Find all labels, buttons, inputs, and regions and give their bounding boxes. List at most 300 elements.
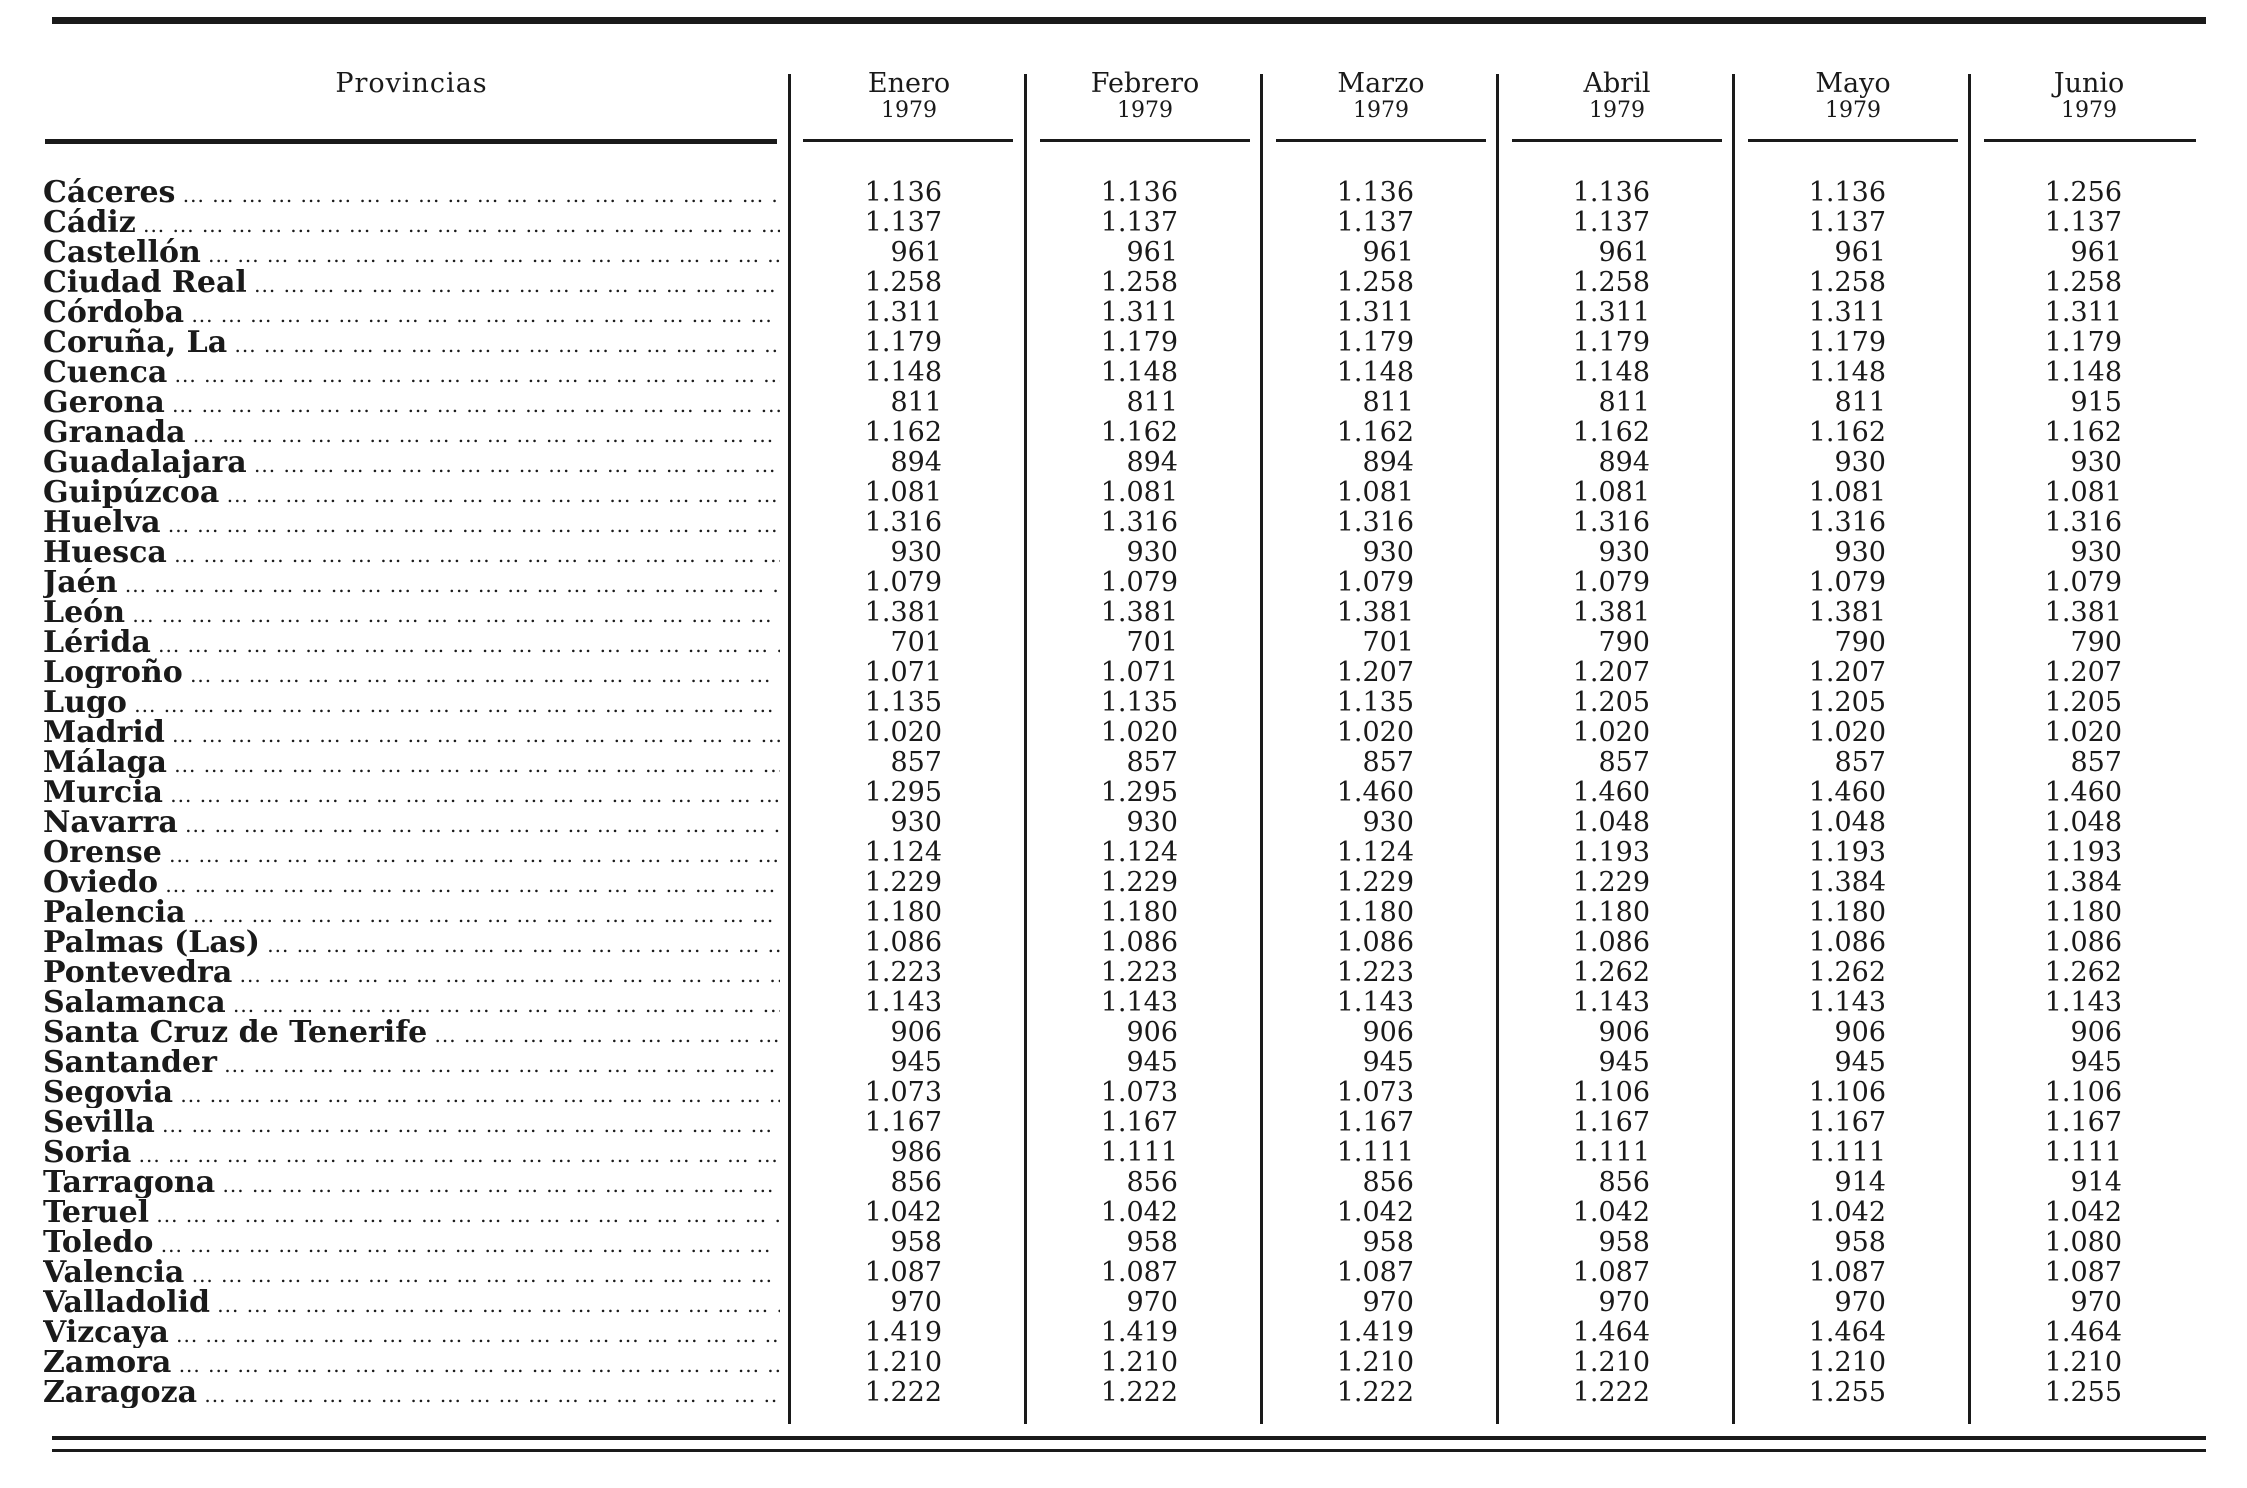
table-row [0, 1258, 2247, 1288]
value-cell: 1.148 [1100, 357, 1178, 388]
value-cell: 945 [1362, 1047, 1414, 1078]
value-cell: 1.258 [864, 267, 942, 298]
table-row [0, 568, 2247, 598]
value-cell: 1.210 [1100, 1347, 1178, 1378]
value-cell: 1.180 [1336, 897, 1414, 928]
value-cell: 906 [1362, 1017, 1414, 1048]
value-cell: 1.258 [1336, 267, 1414, 298]
value-cell: 1.162 [1808, 417, 1886, 448]
table-row [0, 988, 2247, 1018]
table-row [0, 958, 2247, 988]
value-cell: 1.229 [1572, 867, 1650, 898]
province-name: Navarra ... . [43, 808, 780, 838]
value-cell: 1.381 [2044, 597, 2122, 628]
value-cell: 1.205 [2044, 687, 2122, 718]
header-provinces-label: Provincias [335, 68, 488, 99]
value-cell: 1.135 [1100, 687, 1178, 718]
value-cell: 958 [890, 1227, 942, 1258]
table-row [0, 1048, 2247, 1078]
province-name: Málaga ... . [43, 748, 780, 778]
year-label: 1979 [1353, 98, 1409, 123]
value-cell: 1.419 [1100, 1317, 1178, 1348]
header-month-5 [1744, 70, 1962, 122]
month-label: Junio [2053, 68, 2125, 99]
province-name: Pontevedra ... . [43, 958, 780, 988]
province-name: Segovia ... . [43, 1078, 780, 1108]
value-cell: 1.207 [1572, 657, 1650, 688]
header-month-2 [1036, 70, 1254, 122]
value-cell: 1.111 [2044, 1137, 2122, 1168]
value-cell: 1.111 [1808, 1137, 1886, 1168]
value-cell: 1.148 [1808, 357, 1886, 388]
value-cell: 701 [1362, 627, 1414, 658]
table-row [0, 1018, 2247, 1048]
value-cell: 1.262 [1572, 957, 1650, 988]
value-cell: 1.087 [2044, 1257, 2122, 1288]
value-cell: 1.137 [864, 207, 942, 238]
table-body [0, 178, 2247, 1408]
value-cell: 958 [1598, 1227, 1650, 1258]
value-cell: 1.079 [1808, 567, 1886, 598]
value-cell: 1.137 [1100, 207, 1178, 238]
value-cell: 1.316 [1572, 507, 1650, 538]
value-cell: 1.020 [864, 717, 942, 748]
value-cell: 1.222 [1572, 1377, 1650, 1408]
value-cell: 1.081 [1336, 477, 1414, 508]
month-label: Marzo [1337, 68, 1425, 99]
value-cell: 1.223 [1336, 957, 1414, 988]
table-row [0, 1348, 2247, 1378]
value-cell: 1.295 [1100, 777, 1178, 808]
header-underline-month-2 [1040, 139, 1250, 142]
value-cell: 1.042 [1100, 1197, 1178, 1228]
value-cell: 1.381 [1336, 597, 1414, 628]
value-cell: 1.210 [864, 1347, 942, 1378]
value-cell: 1.316 [1808, 507, 1886, 538]
value-cell: 856 [890, 1167, 942, 1198]
value-cell: 1.167 [1572, 1107, 1650, 1138]
value-cell: 930 [2070, 447, 2122, 478]
province-name: Santander ... . [43, 1048, 780, 1078]
value-cell: 701 [890, 627, 942, 658]
value-cell: 1.020 [1100, 717, 1178, 748]
value-cell: 1.210 [1336, 1347, 1414, 1378]
value-cell: 1.258 [1572, 267, 1650, 298]
header-underline-month-4 [1512, 139, 1722, 142]
value-cell: 1.020 [1808, 717, 1886, 748]
province-name: Córdoba ... . [43, 298, 780, 328]
table-row [0, 718, 2247, 748]
province-name: Teruel ... . [43, 1198, 780, 1228]
value-cell: 1.464 [1808, 1317, 1886, 1348]
table-row [0, 808, 2247, 838]
value-cell: 1.207 [2044, 657, 2122, 688]
value-cell: 1.162 [1100, 417, 1178, 448]
value-cell: 1.180 [1572, 897, 1650, 928]
year-label: 1979 [2061, 98, 2117, 123]
value-cell: 1.042 [1572, 1197, 1650, 1228]
value-cell: 1.137 [1336, 207, 1414, 238]
value-cell: 945 [1598, 1047, 1650, 1078]
value-cell: 856 [1598, 1167, 1650, 1198]
table-row [0, 358, 2247, 388]
value-cell: 970 [2070, 1287, 2122, 1318]
value-cell: 1.079 [1100, 567, 1178, 598]
table-row [0, 1168, 2247, 1198]
value-cell: 1.020 [2044, 717, 2122, 748]
value-cell: 930 [1362, 807, 1414, 838]
value-cell: 1.073 [1100, 1077, 1178, 1108]
value-cell: 1.042 [864, 1197, 942, 1228]
value-cell: 930 [1834, 447, 1886, 478]
value-cell: 1.255 [2044, 1377, 2122, 1408]
value-cell: 857 [1126, 747, 1178, 778]
value-cell: 1.048 [1808, 807, 1886, 838]
value-cell: 1.179 [1336, 327, 1414, 358]
table-row [0, 688, 2247, 718]
value-cell: 945 [2070, 1047, 2122, 1078]
value-cell: 1.316 [2044, 507, 2122, 538]
value-cell: 1.316 [864, 507, 942, 538]
value-cell: 906 [1598, 1017, 1650, 1048]
value-cell: 1.081 [1100, 477, 1178, 508]
value-cell: 857 [1362, 747, 1414, 778]
value-cell: 970 [1598, 1287, 1650, 1318]
value-cell: 1.073 [864, 1077, 942, 1108]
value-cell: 1.464 [2044, 1317, 2122, 1348]
value-cell: 1.081 [864, 477, 942, 508]
value-cell: 1.071 [864, 657, 942, 688]
value-cell: 701 [1126, 627, 1178, 658]
value-cell: 1.311 [1572, 297, 1650, 328]
value-cell: 894 [1362, 447, 1414, 478]
province-name: Guadalajara ... . [43, 448, 780, 478]
province-name: Sevilla ... . [43, 1108, 780, 1138]
value-cell: 1.262 [1808, 957, 1886, 988]
province-name: Granada ... . [43, 418, 780, 448]
value-cell: 894 [890, 447, 942, 478]
value-cell: 915 [2070, 387, 2122, 418]
value-cell: 1.210 [1572, 1347, 1650, 1378]
value-cell: 914 [1834, 1167, 1886, 1198]
value-cell: 1.381 [1100, 597, 1178, 628]
table-row [0, 538, 2247, 568]
value-cell: 1.419 [1336, 1317, 1414, 1348]
value-cell: 1.143 [1808, 987, 1886, 1018]
value-cell: 958 [1362, 1227, 1414, 1258]
value-cell: 1.229 [864, 867, 942, 898]
header-underline-provinces [45, 139, 777, 144]
value-cell: 1.087 [864, 1257, 942, 1288]
value-cell: 1.222 [1100, 1377, 1178, 1408]
header-month-3 [1272, 70, 1490, 122]
header-provinces [43, 70, 780, 97]
province-name: León ... . [43, 598, 780, 628]
value-cell: 1.135 [864, 687, 942, 718]
province-name: Valencia ... . [43, 1258, 780, 1288]
province-name: Murcia ... . [43, 778, 780, 808]
province-name: Zamora ... . [43, 1348, 780, 1378]
value-cell: 970 [1126, 1287, 1178, 1318]
value-cell: 857 [1834, 747, 1886, 778]
value-cell: 1.136 [864, 177, 942, 208]
value-cell: 1.087 [1808, 1257, 1886, 1288]
value-cell: 1.207 [1808, 657, 1886, 688]
table-row [0, 478, 2247, 508]
value-cell: 1.384 [2044, 867, 2122, 898]
value-cell: 1.311 [864, 297, 942, 328]
value-cell: 1.180 [2044, 897, 2122, 928]
value-cell: 1.086 [864, 927, 942, 958]
value-cell: 1.167 [1336, 1107, 1414, 1138]
value-cell: 961 [1126, 237, 1178, 268]
province-name: Salamanca ... . [43, 988, 780, 1018]
province-name: Cuenca ... . [43, 358, 780, 388]
value-cell: 1.081 [1572, 477, 1650, 508]
province-name: Coruña, La ... . [43, 328, 780, 358]
value-cell: 1.148 [2044, 357, 2122, 388]
table-row [0, 1228, 2247, 1258]
bottom-rule-upper [52, 1436, 2206, 1440]
value-cell: 1.381 [1808, 597, 1886, 628]
value-cell: 1.124 [1100, 837, 1178, 868]
header-month-4 [1508, 70, 1726, 122]
value-cell: 1.136 [1100, 177, 1178, 208]
value-cell: 930 [1126, 807, 1178, 838]
value-cell: 1.048 [1572, 807, 1650, 838]
value-cell: 914 [2070, 1167, 2122, 1198]
value-cell: 961 [1834, 237, 1886, 268]
table-row [0, 598, 2247, 628]
province-name: Orense ... . [43, 838, 780, 868]
bottom-rule-lower [52, 1449, 2206, 1452]
value-cell: 1.205 [1572, 687, 1650, 718]
province-name: Madrid ... . [43, 718, 780, 748]
value-cell: 945 [890, 1047, 942, 1078]
table-row [0, 868, 2247, 898]
value-cell: 1.020 [1336, 717, 1414, 748]
value-cell: 894 [1598, 447, 1650, 478]
value-cell: 811 [1834, 387, 1886, 418]
value-cell: 1.258 [1100, 267, 1178, 298]
value-cell: 1.460 [1336, 777, 1414, 808]
province-name: Vizcaya ... . [43, 1318, 780, 1348]
value-cell: 1.087 [1100, 1257, 1178, 1288]
value-cell: 1.311 [1100, 297, 1178, 328]
value-cell: 857 [1598, 747, 1650, 778]
header-month-1 [800, 70, 1018, 122]
value-cell: 1.143 [2044, 987, 2122, 1018]
value-cell: 1.223 [1100, 957, 1178, 988]
value-cell: 856 [1362, 1167, 1414, 1198]
value-cell: 958 [1126, 1227, 1178, 1258]
province-name: Soria ... . [43, 1138, 780, 1168]
value-cell: 930 [1126, 537, 1178, 568]
value-cell: 894 [1126, 447, 1178, 478]
value-cell: 1.087 [1572, 1257, 1650, 1288]
year-label: 1979 [1825, 98, 1881, 123]
value-cell: 790 [1598, 627, 1650, 658]
header-underline-month-1 [803, 139, 1013, 142]
value-cell: 811 [1126, 387, 1178, 418]
value-cell: 1.193 [1808, 837, 1886, 868]
table-row [0, 238, 2247, 268]
table-row [0, 928, 2247, 958]
province-name: Oviedo ... . [43, 868, 780, 898]
value-cell: 1.222 [1336, 1377, 1414, 1408]
value-cell: 1.111 [1336, 1137, 1414, 1168]
value-cell: 1.210 [2044, 1347, 2122, 1378]
value-cell: 1.205 [1808, 687, 1886, 718]
table-row [0, 1078, 2247, 1108]
value-cell: 1.162 [864, 417, 942, 448]
value-cell: 1.079 [1336, 567, 1414, 598]
value-cell: 1.143 [1572, 987, 1650, 1018]
year-label: 1979 [881, 98, 937, 123]
value-cell: 1.179 [1100, 327, 1178, 358]
value-cell: 1.079 [1572, 567, 1650, 598]
value-cell: 930 [1362, 537, 1414, 568]
value-cell: 970 [1834, 1287, 1886, 1318]
province-name: Toledo ... . [43, 1228, 780, 1258]
value-cell: 970 [890, 1287, 942, 1318]
value-cell: 1.086 [1336, 927, 1414, 958]
value-cell: 1.143 [864, 987, 942, 1018]
value-cell: 857 [2070, 747, 2122, 778]
value-cell: 1.193 [1572, 837, 1650, 868]
table-row [0, 328, 2247, 358]
value-cell: 1.207 [1336, 657, 1414, 688]
value-cell: 930 [2070, 537, 2122, 568]
month-label: Abril [1583, 68, 1651, 99]
value-cell: 1.162 [2044, 417, 2122, 448]
value-cell: 1.148 [1336, 357, 1414, 388]
value-cell: 1.223 [864, 957, 942, 988]
header-underline-month-5 [1748, 139, 1958, 142]
value-cell: 1.255 [1808, 1377, 1886, 1408]
value-cell: 1.311 [1808, 297, 1886, 328]
value-cell: 1.179 [1808, 327, 1886, 358]
value-cell: 1.124 [864, 837, 942, 868]
province-name: Lugo ... . [43, 688, 780, 718]
value-cell: 906 [890, 1017, 942, 1048]
value-cell: 1.180 [1100, 897, 1178, 928]
value-cell: 1.081 [1808, 477, 1886, 508]
province-name: Tarragona ... . [43, 1168, 780, 1198]
value-cell: 1.148 [864, 357, 942, 388]
month-label: Mayo [1815, 68, 1891, 99]
value-cell: 1.137 [2044, 207, 2122, 238]
value-cell: 1.222 [864, 1377, 942, 1408]
value-cell: 1.229 [1336, 867, 1414, 898]
value-cell: 945 [1126, 1047, 1178, 1078]
value-cell: 1.086 [1572, 927, 1650, 958]
table-row [0, 628, 2247, 658]
value-cell: 1.162 [1572, 417, 1650, 448]
table-row [0, 898, 2247, 928]
value-cell: 1.262 [2044, 957, 2122, 988]
province-name: Cádiz ... . [43, 208, 780, 238]
value-cell: 1.048 [2044, 807, 2122, 838]
province-name: Huelva ... . [43, 508, 780, 538]
value-cell: 790 [2070, 627, 2122, 658]
province-name: Huesca ... . [43, 538, 780, 568]
value-cell: 856 [1126, 1167, 1178, 1198]
value-cell: 1.071 [1100, 657, 1178, 688]
value-cell: 1.106 [1572, 1077, 1650, 1108]
value-cell: 961 [890, 237, 942, 268]
value-cell: 1.111 [1100, 1137, 1178, 1168]
value-cell: 1.384 [1808, 867, 1886, 898]
value-cell: 961 [2070, 237, 2122, 268]
value-cell: 986 [890, 1137, 942, 1168]
table-row [0, 1288, 2247, 1318]
province-name: Castellón ... . [43, 238, 780, 268]
province-name: Cáceres ... . [43, 178, 780, 208]
province-name: Valladolid ... . [43, 1288, 780, 1318]
province-name: Santa Cruz de Tenerife ... . [43, 1018, 780, 1048]
province-name: Palencia ... . [43, 898, 780, 928]
value-cell: 930 [890, 537, 942, 568]
value-cell: 811 [1362, 387, 1414, 418]
year-label: 1979 [1117, 98, 1173, 123]
value-cell: 1.167 [2044, 1107, 2122, 1138]
value-cell: 1.081 [2044, 477, 2122, 508]
table-row [0, 1318, 2247, 1348]
table-row [0, 508, 2247, 538]
table-row [0, 208, 2247, 238]
table-row [0, 1378, 2247, 1408]
value-cell: 1.137 [1808, 207, 1886, 238]
value-cell: 1.137 [1572, 207, 1650, 238]
value-cell: 1.042 [1808, 1197, 1886, 1228]
table-row [0, 658, 2247, 688]
value-cell: 1.210 [1808, 1347, 1886, 1378]
value-cell: 1.087 [1336, 1257, 1414, 1288]
month-label: Enero [867, 68, 951, 99]
value-cell: 1.464 [1572, 1317, 1650, 1348]
value-cell: 811 [1598, 387, 1650, 418]
value-cell: 1.193 [2044, 837, 2122, 868]
value-cell: 1.311 [2044, 297, 2122, 328]
value-cell: 1.167 [864, 1107, 942, 1138]
value-cell: 1.106 [1808, 1077, 1886, 1108]
table-row [0, 1108, 2247, 1138]
value-cell: 906 [1126, 1017, 1178, 1048]
value-cell: 1.256 [2044, 177, 2122, 208]
value-cell: 1.179 [864, 327, 942, 358]
value-cell: 1.111 [1572, 1137, 1650, 1168]
value-cell: 1.136 [1336, 177, 1414, 208]
value-cell: 1.079 [2044, 567, 2122, 598]
table-row [0, 178, 2247, 208]
value-cell: 1.460 [1572, 777, 1650, 808]
value-cell: 1.180 [1808, 897, 1886, 928]
value-cell: 1.135 [1336, 687, 1414, 718]
value-cell: 1.258 [1808, 267, 1886, 298]
value-cell: 811 [890, 387, 942, 418]
value-cell: 1.229 [1100, 867, 1178, 898]
table-row [0, 1198, 2247, 1228]
value-cell: 1.167 [1808, 1107, 1886, 1138]
value-cell: 961 [1598, 237, 1650, 268]
province-name: Zaragoza ... . [43, 1378, 780, 1408]
value-cell: 1.143 [1100, 987, 1178, 1018]
value-cell: 1.316 [1100, 507, 1178, 538]
value-cell: 1.179 [2044, 327, 2122, 358]
value-cell: 1.162 [1336, 417, 1414, 448]
table-row [0, 418, 2247, 448]
